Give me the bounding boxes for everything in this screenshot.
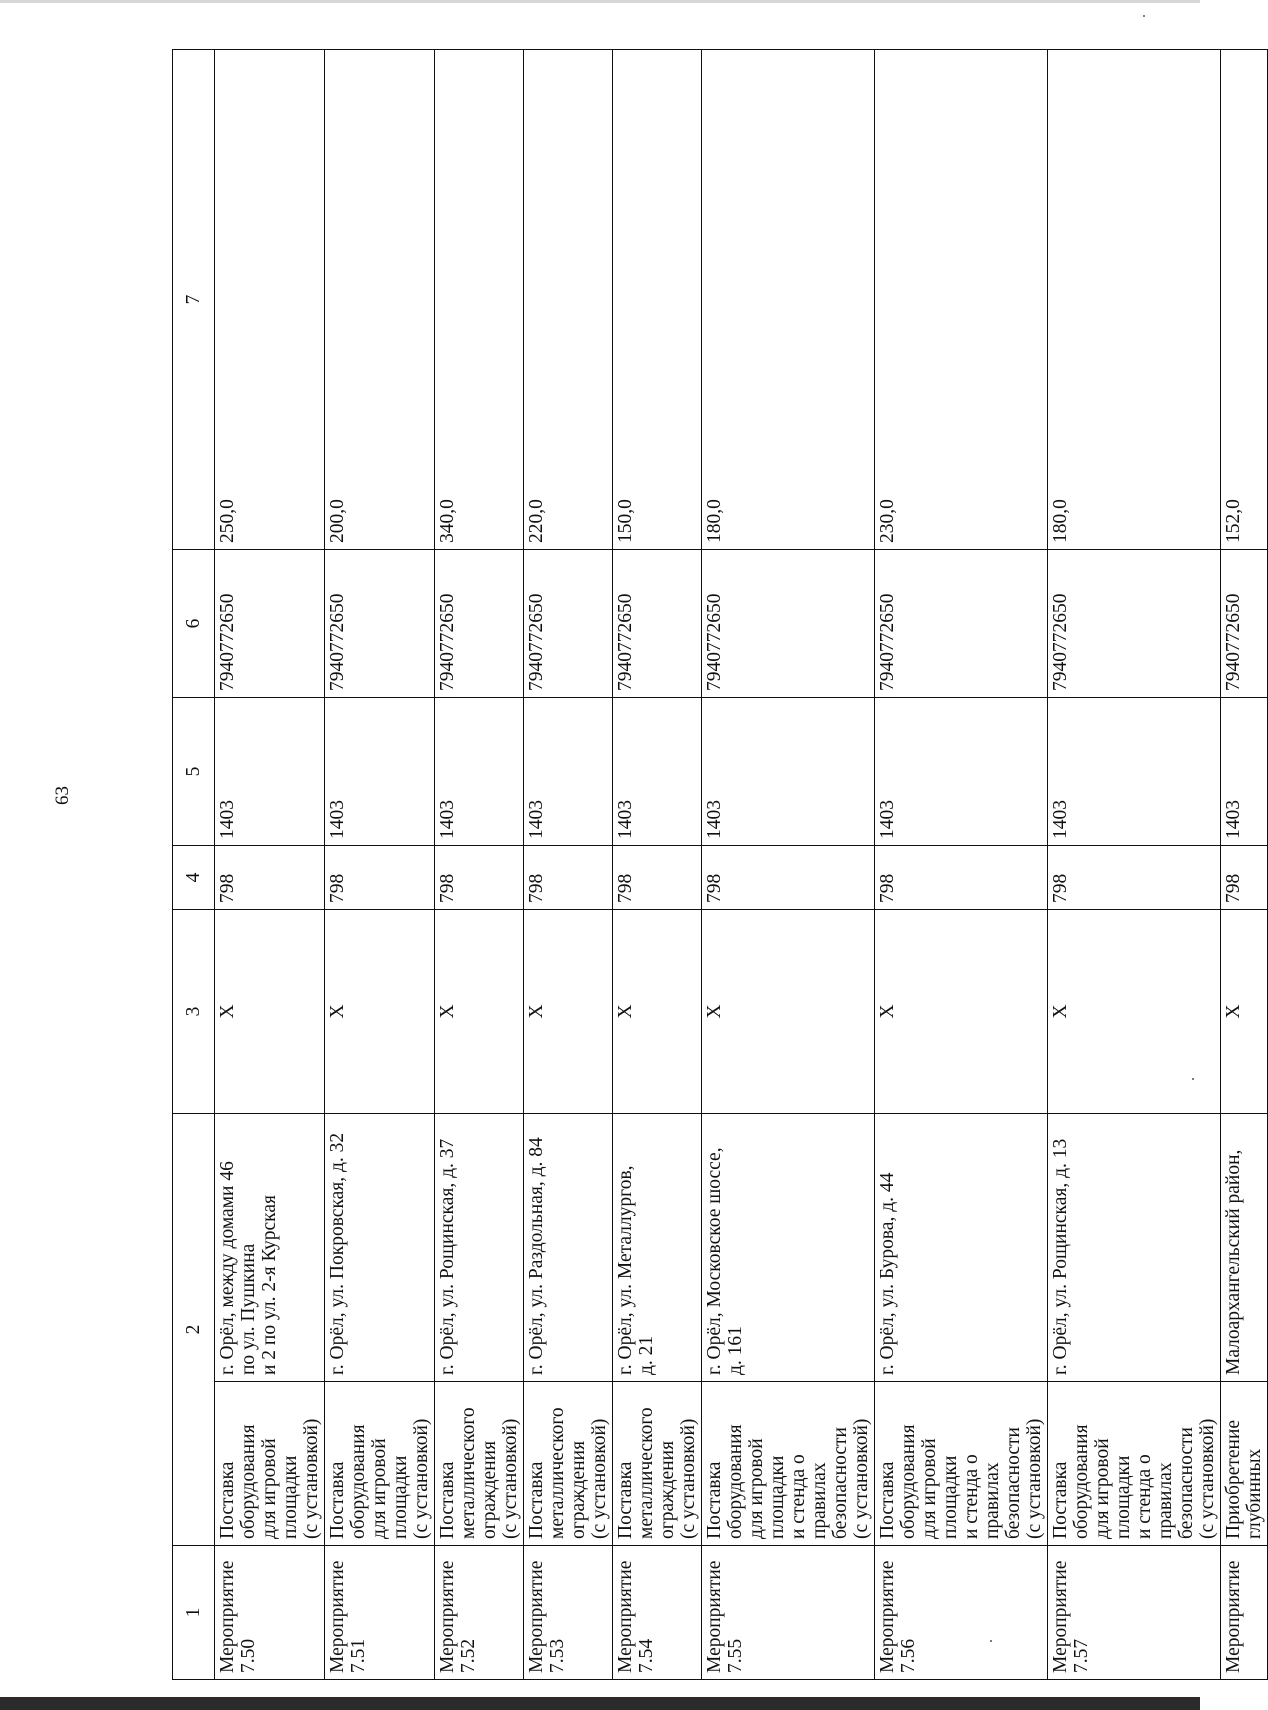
table-row xyxy=(215,50,325,1680)
header-cell: 2 xyxy=(173,1114,215,1546)
event-description-cell: Поставка оборудования для игровой площадки и стенда о правилах безопасности (с установкой) xyxy=(702,1382,875,1546)
header-cell: 3 xyxy=(173,910,215,1114)
scan-speck xyxy=(1143,15,1145,17)
table-row xyxy=(1221,50,1268,1680)
amount-cell: 230,0 xyxy=(875,50,1048,550)
section-cell: 1403 xyxy=(524,698,613,846)
address-cell: Малоархангельский район, xyxy=(1221,1114,1268,1382)
target-article-cell: 7940772650 xyxy=(435,550,524,698)
table-row xyxy=(1048,50,1221,1680)
event-description-cell: Поставка металлического ограждения (с установкой) xyxy=(613,1382,702,1546)
target-article-cell: 7940772650 xyxy=(524,550,613,698)
table-row xyxy=(435,50,524,1680)
header-row xyxy=(173,50,215,1680)
header-cell: 6 xyxy=(173,550,215,698)
header-cell: 5 xyxy=(173,698,215,846)
amount-cell: 150,0 xyxy=(613,50,702,550)
code-cell: 798 xyxy=(325,846,435,910)
section-cell: 1403 xyxy=(1048,698,1221,846)
target-article-cell: 7940772650 xyxy=(1221,550,1268,698)
event-number-cell: Мероприятие 7.50 xyxy=(215,1546,325,1680)
amount-cell: 250,0 xyxy=(215,50,325,550)
address-cell: г. Орёл, ул. Рощинская, д. 37 xyxy=(435,1114,524,1382)
event-number-cell: Мероприятие 7.57 xyxy=(1048,1546,1221,1680)
amount-cell: 180,0 xyxy=(1048,50,1221,550)
code-cell: 798 xyxy=(215,846,325,910)
mark-cell: X xyxy=(524,910,613,1114)
address-cell: г. Орёл, ул. Раздольная, д. 84 xyxy=(524,1114,613,1382)
section-cell: 1403 xyxy=(613,698,702,846)
address-cell: г. Орёл, Московское шоссе, д. 161 xyxy=(702,1114,875,1382)
event-description-cell: Поставка оборудования для игровой площадки и стенда о правилах безопасности (с установкой) xyxy=(1048,1382,1221,1546)
event-number-cell: Мероприятие 7.53 xyxy=(524,1546,613,1680)
table-row xyxy=(875,50,1048,1680)
target-article-cell: 7940772650 xyxy=(1048,550,1221,698)
target-article-cell: 7940772650 xyxy=(215,550,325,698)
target-article-cell: 7940772650 xyxy=(325,550,435,698)
event-number-cell: Мероприятие 7.55 xyxy=(702,1546,875,1680)
code-cell: 798 xyxy=(702,846,875,910)
header-cell: 1 xyxy=(173,1546,215,1680)
mark-cell: X xyxy=(435,910,524,1114)
code-cell: 798 xyxy=(1221,846,1268,910)
event-description-cell: Поставка металлического ограждения (с установкой) xyxy=(435,1382,524,1546)
rotated-table-sheet xyxy=(172,50,1265,1680)
code-cell: 798 xyxy=(435,846,524,910)
section-cell: 1403 xyxy=(215,698,325,846)
mark-cell: X xyxy=(875,910,1048,1114)
amount-cell: 200,0 xyxy=(325,50,435,550)
mark-cell: X xyxy=(1048,910,1221,1114)
section-cell: 1403 xyxy=(702,698,875,846)
mark-cell: X xyxy=(702,910,875,1114)
event-number-cell: Мероприятие 7.52 xyxy=(435,1546,524,1680)
event-description-cell: Поставка оборудования для игровой площадки (с установкой) xyxy=(325,1382,435,1546)
address-cell: г. Орёл, ул. Покровская, д. 32 xyxy=(325,1114,435,1382)
section-cell: 1403 xyxy=(875,698,1048,846)
table-row xyxy=(325,50,435,1680)
event-number-cell: Мероприятие 7.51 xyxy=(325,1546,435,1680)
section-cell: 1403 xyxy=(1221,698,1268,846)
scan-top-edge xyxy=(0,0,1200,3)
table-row xyxy=(524,50,613,1680)
event-number-cell: Мероприятие 7.56 xyxy=(875,1546,1048,1680)
code-cell: 798 xyxy=(524,846,613,910)
address-cell: г. Орёл, ул. Рощинская, д. 13 xyxy=(1048,1114,1221,1382)
target-article-cell: 7940772650 xyxy=(613,550,702,698)
table-body xyxy=(173,50,1268,1680)
target-article-cell: 7940772650 xyxy=(875,550,1048,698)
event-description-cell: Приобретение глубинных xyxy=(1221,1382,1268,1546)
amount-cell: 220,0 xyxy=(524,50,613,550)
code-cell: 798 xyxy=(875,846,1048,910)
budget-table xyxy=(172,49,1268,1680)
section-cell: 1403 xyxy=(325,698,435,846)
event-description-cell: Поставка металлического ограждения (с установкой) xyxy=(524,1382,613,1546)
event-description-cell: Поставка оборудования для игровой площадки (с установкой) xyxy=(215,1382,325,1546)
mark-cell: X xyxy=(325,910,435,1114)
event-number-cell: Мероприятие xyxy=(1221,1546,1268,1680)
code-cell: 798 xyxy=(613,846,702,910)
mark-cell: X xyxy=(215,910,325,1114)
page-number: 63 xyxy=(52,786,73,805)
header-cell: 4 xyxy=(173,846,215,910)
mark-cell: X xyxy=(1221,910,1268,1114)
mark-cell: X xyxy=(613,910,702,1114)
code-cell: 798 xyxy=(1048,846,1221,910)
event-number-cell: Мероприятие 7.54 xyxy=(613,1546,702,1680)
address-cell: г. Орёл, ул. Металлургов, д. 21 xyxy=(613,1114,702,1382)
address-cell: г. Орёл, ул. Бурова, д. 44 xyxy=(875,1114,1048,1382)
amount-cell: 152,0 xyxy=(1221,50,1268,550)
amount-cell: 180,0 xyxy=(702,50,875,550)
table-row xyxy=(613,50,702,1680)
address-cell: г. Орёл, между домами 46 по ул. Пушкина и 2 по ул. 2-я Курская xyxy=(215,1114,325,1382)
amount-cell: 340,0 xyxy=(435,50,524,550)
section-cell: 1403 xyxy=(435,698,524,846)
scan-bottom-edge xyxy=(0,1697,1200,1710)
event-description-cell: Поставка оборудования для игровой площадки и стенда о правилах безопасности (с установкой) xyxy=(875,1382,1048,1546)
target-article-cell: 7940772650 xyxy=(702,550,875,698)
header-cell: 7 xyxy=(173,50,215,550)
table-row xyxy=(702,50,875,1680)
